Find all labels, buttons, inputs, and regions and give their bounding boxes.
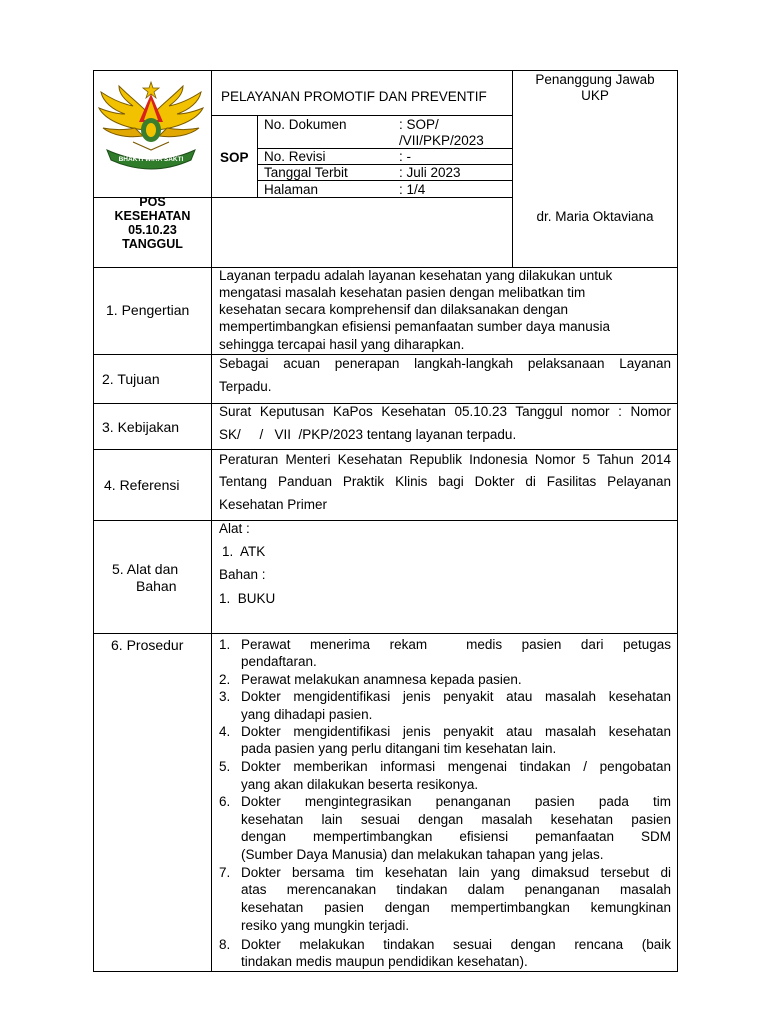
- garuda-emblem-icon: [95, 80, 207, 172]
- step-number: 3.: [219, 689, 231, 704]
- page-value: : 1/4: [399, 182, 426, 197]
- alat-item: 1. ATK: [222, 544, 266, 559]
- kebijakan-line-1: Surat Keputusan KaPos Kesehatan 05.10.23 Tanggul nomor : Nomor: [219, 404, 671, 419]
- referensi-line-3: Kesehatan Primer: [219, 497, 328, 512]
- step-line: Dokter bersama tim kesehatan lain yang dimaksud tersebut di: [241, 865, 671, 880]
- tujuan-line-1: Sebagai acuan penerapan langkah-langkah pelaksanaan Layanan: [219, 356, 671, 371]
- document-title: PELAYANAN PROMOTIF DAN PREVENTIF: [221, 89, 487, 104]
- step-line: pendaftaran.: [241, 654, 317, 669]
- step-line: Perawat menerima rekam medis pasien dari petugas: [241, 637, 671, 652]
- section-label-kebijakan: 3. Kebijakan: [102, 419, 180, 435]
- bahan-heading: Bahan :: [219, 567, 266, 582]
- rev-label: No. Revisi: [264, 149, 326, 164]
- step-line: yang akan dilakukan beserta resikonya.: [241, 777, 479, 792]
- page-label: Halaman: [264, 182, 319, 197]
- step-line: pada pasien yang perlu ditangani tim kesehatan lain.: [241, 741, 557, 756]
- doc-no-value-2: /VII/PKP/2023: [399, 133, 484, 148]
- svg-text:BHAKTI WIRA SAKTI: BHAKTI WIRA SAKTI: [118, 156, 184, 163]
- step-line: kesehatan pasien dengan mempertimbangkan kemungkinan: [241, 900, 671, 915]
- alat-heading: Alat :: [219, 521, 250, 536]
- sop-label: SOP: [220, 150, 249, 165]
- pengertian-line: mempertimbangkan efisiensi pemanfaatan sumber daya manusia: [219, 319, 610, 334]
- date-label: Tanggal Terbit: [264, 165, 348, 180]
- org-line-3: 05.10.23: [128, 223, 177, 237]
- pj-line-2: UKP: [581, 88, 609, 103]
- step-number: 5.: [219, 759, 231, 774]
- pengertian-line: mengatasi masalah kesehatan pasien dengan melibatkan tim: [219, 285, 586, 300]
- step-line: kesehatan lain sesuai dengan masalah kesehatan pasien: [241, 812, 671, 827]
- step-line: resiko yang mungkin terjadi.: [241, 918, 410, 933]
- section-label-pengertian: 1. Pengertian: [106, 302, 190, 318]
- date-value: : Juli 2023: [399, 165, 461, 180]
- step-line: (Sumber Daya Manusia) dan melakukan tahapan yang jelas.: [241, 847, 604, 862]
- rev-value: : -: [399, 149, 411, 164]
- step-number: 7.: [219, 865, 231, 880]
- step-line: Dokter mengintegrasikan penanganan pasien pada tim: [241, 794, 671, 809]
- bahan-item: 1. BUKU: [219, 591, 276, 606]
- step-line: yang dihadapi pasien.: [241, 707, 373, 722]
- step-number: 4.: [219, 724, 231, 739]
- section-label-alat-1: 5. Alat dan: [112, 561, 179, 577]
- doc-no-label: No. Dokumen: [264, 117, 347, 132]
- step-line: Dokter memberikan informasi mengenai tindakan / pengobatan: [241, 759, 671, 774]
- signer-name: dr. Maria Oktaviana: [536, 209, 654, 224]
- step-line: Dokter melakukan tindakan sesuai dengan rencana (baik: [241, 937, 671, 952]
- doc-no-value-1: : SOP/: [399, 117, 439, 132]
- section-label-prosedur: 6. Prosedur: [111, 637, 184, 653]
- tujuan-line-2: Terpadu.: [219, 379, 272, 394]
- step-line: Dokter mengidentifikasi jenis penyakit atau masalah kesehatan: [241, 724, 671, 739]
- kebijakan-line-2: SK/ / VII /PKP/2023 tentang layanan terpadu.: [219, 427, 517, 442]
- step-line: Dokter mengidentifikasi jenis penyakit atau masalah kesehatan: [241, 689, 671, 704]
- pengertian-line: Layanan terpadu adalah layanan kesehatan yang dilakukan untuk: [219, 268, 613, 283]
- step-line: Perawat melakukan anamnesa kepada pasien.: [241, 672, 522, 687]
- section-label-alat-2: Bahan: [136, 578, 177, 594]
- step-line: tindakan medis maupun pendidikan kesehatan).: [241, 954, 528, 969]
- referensi-line-2: Tentang Panduan Praktik Klinis bagi Dokter di Fasilitas Pelayanan: [219, 474, 671, 489]
- pj-line-1: Penanggung Jawab: [535, 72, 655, 87]
- pengertian-line: sehingga tercapai hasil yang diharapkan.: [219, 337, 465, 352]
- referensi-line-1: Peraturan Menteri Kesehatan Republik Indonesia Nomor 5 Tahun 2014: [219, 452, 671, 467]
- org-line-1: POS: [139, 195, 166, 209]
- step-number: 1.: [219, 637, 231, 652]
- step-number: 6.: [219, 794, 231, 809]
- step-number: 2.: [219, 672, 231, 687]
- pengertian-line: kesehatan secara komprehensif dan dilaksanakan dengan: [219, 302, 568, 317]
- org-line-4: TANGGUL: [122, 237, 183, 251]
- section-label-referensi: 4. Referensi: [104, 477, 180, 493]
- step-number: 8.: [219, 937, 231, 952]
- step-line: atas merencanakan tindakan dalam penanganan masalah: [241, 882, 671, 897]
- section-label-tujuan: 2. Tujuan: [102, 371, 160, 387]
- org-line-2: KESEHATAN: [114, 209, 191, 223]
- step-line: dengan mempertimbangkan efisiensi pemanfaatan SDM: [241, 829, 671, 844]
